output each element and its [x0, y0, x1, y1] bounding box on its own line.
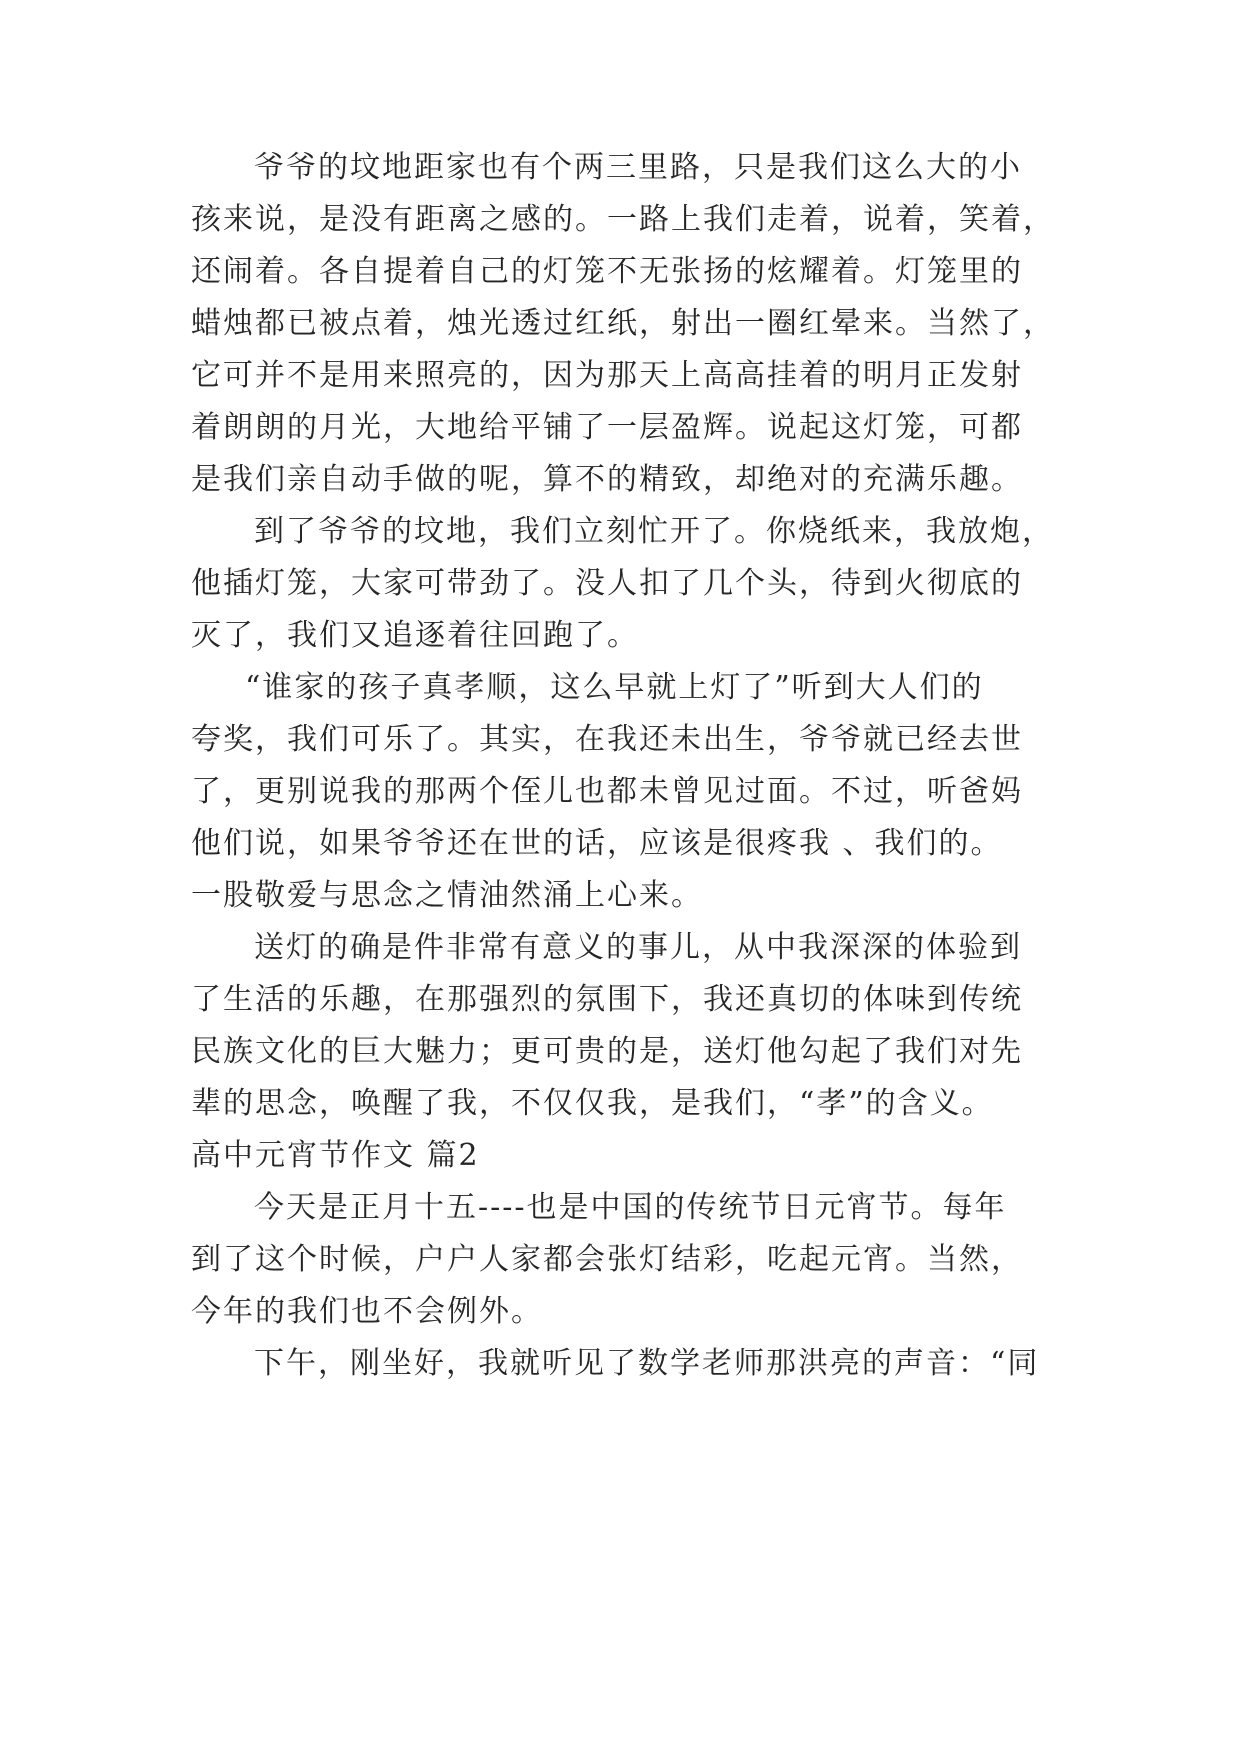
text-line: 了生活的乐趣，在那强烈的氛围下，我还真切的体味到传统: [191, 982, 1023, 1017]
text-line: 他插灯笼，大家可带劲了。没人扣了几个头，待到火彻底的: [191, 566, 1023, 601]
text-line: 灭了，我们又追逐着往回跑了。: [191, 618, 639, 653]
text-line: 他们说，如果爷爷还在世的话，应该是很疼我 、我们的。: [191, 826, 1003, 861]
text-line: 一股敬爱与思念之情油然涌上心来。: [191, 878, 703, 913]
text-line: 下午，刚坐好，我就听见了数学老师那洪亮的声音：“同: [254, 1346, 1040, 1381]
text-line: 民族文化的巨大魅力；更可贵的是，送灯他勾起了我们对先: [191, 1034, 1023, 1069]
text-line: 辈的思念，唤醒了我，不仅仅我，是我们，“孝”的含义。: [191, 1086, 994, 1121]
text-line: 着朗朗的月光，大地给平铺了一层盈辉。说起这灯笼，可都: [191, 410, 1023, 445]
text-line: 夸奖，我们可乐了。其实，在我还未出生，爷爷就已经去世: [191, 722, 1023, 757]
text-line: 今年的我们也不会例外。: [191, 1294, 543, 1329]
text-line: 它可并不是用来照亮的，因为那天上高高挂着的明月正发射: [191, 358, 1023, 393]
text-line: 爷爷的坟地距家也有个两三里路，只是我们这么大的小: [254, 150, 1022, 185]
text-line: 还闹着。各自提着自己的灯笼不无张扬的炫耀着。灯笼里的: [191, 254, 1023, 289]
text-line: 到了这个时候，户户人家都会张灯结彩，吃起元宵。当然，: [191, 1242, 1023, 1277]
text-line: 送灯的确是件非常有意义的事儿，从中我深深的体验到: [254, 930, 1022, 965]
text-line: 蜡烛都已被点着，烛光透过红纸，射出一圈红晕来。当然了，: [191, 306, 1055, 341]
text-line: “谁家的孩子真孝顺，这么早就上灯了”听到大人们的: [245, 670, 984, 705]
text-line: 了，更别说我的那两个侄儿也都未曾见过面。不过，听爸妈: [191, 774, 1023, 809]
text-line: 到了爷爷的坟地，我们立刻忙开了。你烧纸来，我放炮，: [254, 514, 1054, 549]
section-heading: 高中元宵节作文 篇2: [191, 1138, 480, 1173]
text-line: 孩来说，是没有距离之感的。一路上我们走着，说着，笑着，: [191, 202, 1055, 237]
text-line: 今天是正月十五----也是中国的传统节日元宵节。每年: [254, 1190, 1007, 1225]
text-line: 是我们亲自动手做的呢，算不的精致，却绝对的充满乐趣。: [191, 462, 1023, 497]
